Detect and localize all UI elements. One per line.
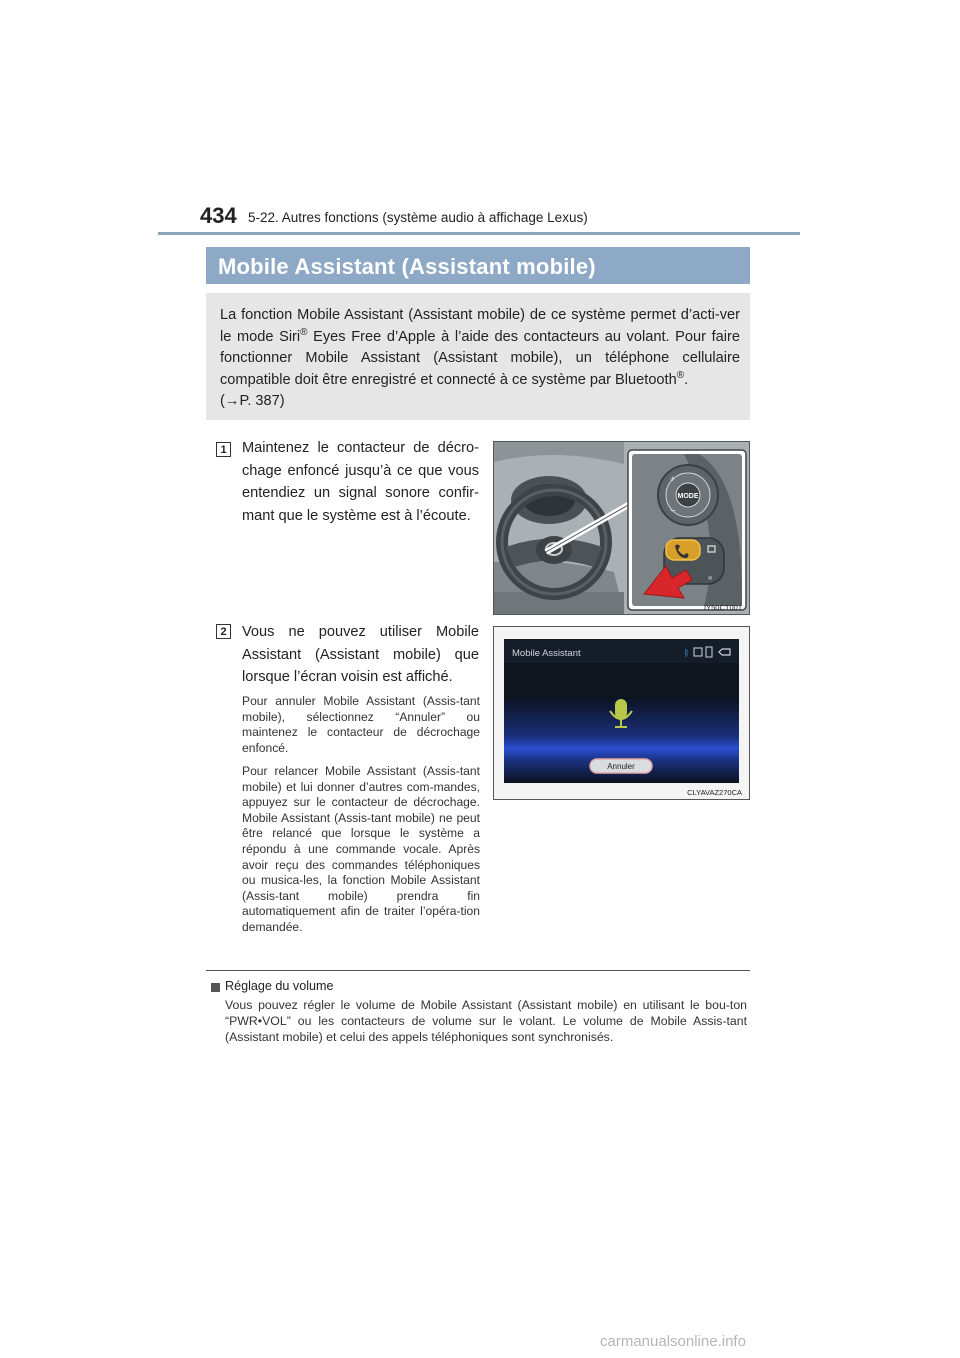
mobile-assistant-screen-figure bbox=[493, 626, 750, 800]
header-rule bbox=[158, 232, 800, 235]
figure-2-code: CLYAVAZ270CA bbox=[687, 788, 742, 797]
chapter-title: 5-22. Autres fonctions (système audio à affichage Lexus) bbox=[248, 210, 588, 225]
cancel-button[interactable] bbox=[590, 759, 652, 773]
intro-text-part3: . bbox=[684, 371, 689, 388]
figure-1-code: IY50CT001 bbox=[704, 603, 742, 612]
svg-text:+: + bbox=[670, 474, 676, 484]
page-reference[interactable]: P. 387 bbox=[239, 393, 280, 410]
mode-button-label: MODE bbox=[677, 493, 699, 500]
cancel-button-label: Annuler bbox=[607, 762, 635, 771]
step-2-text: Vous ne pouvez utiliser Mobile Assistant (Assistant mobile) que lorsque l’écran voisin est affiché. bbox=[242, 624, 479, 685]
svg-text:«: « bbox=[708, 573, 713, 582]
step-2-badge: 2 bbox=[216, 624, 231, 639]
step-1-badge: 1 bbox=[216, 442, 231, 457]
watermark: carmanualsonline.info bbox=[600, 1333, 746, 1350]
note-cancel: Pour annuler Mobile Assistant (Assis-tant mobile), sélectionnez “Annuler” ou maintenez le contacteur de décrochage enfoncé. bbox=[242, 694, 480, 755]
intro-text-part2: Eyes Free d’Apple à l’aide des contacteurs au volant. Pour faire fonctionner Mobile Assistant (Assistant mobile), un téléphone cellulaire compatible doit être enregistré et connecté à ce système par Bluetooth bbox=[220, 328, 740, 388]
step-1-text: Maintenez le contacteur de décro-chage enfoncé jusqu’à ce que vous entendiez un signal sonore confir-mant que le système est à l’écoute. bbox=[242, 440, 479, 524]
svg-text:−: − bbox=[670, 506, 676, 517]
volume-text: Vous pouvez régler le volume de Mobile Assistant (Assistant mobile) en utilisant le bou-ton “PWR•VOL” ou les contacteurs de volume sur le volant. Le volume de Mobile Assis-tant (Assistant mobile) et celui des appels téléphoniques sont synchronisés. bbox=[225, 998, 747, 1044]
heading-square-icon bbox=[211, 983, 220, 992]
steering-wheel-figure bbox=[493, 441, 750, 615]
registered-mark: ® bbox=[676, 369, 685, 381]
steering-wheel-illustration bbox=[494, 442, 749, 614]
screen-title: Mobile Assistant bbox=[512, 648, 581, 659]
registered-mark: ® bbox=[300, 326, 308, 338]
intro-text: La fonction Mobile Assistant (Assistant mobile) de ce système permet d’acti-ver le mode Siri® Eyes Free d’Apple à l’aide des contacteurs au volant. Pour faire fonctionner Mobile Assistant (Assistant mobile), un téléphone cellulaire compatible doit être enregistré et connecté à ce système par Bluetooth®. (→P. 387) bbox=[220, 307, 740, 410]
section-divider bbox=[206, 970, 750, 971]
section-title: Mobile Assistant (Assistant mobile) bbox=[218, 254, 596, 279]
reference-arrow: → bbox=[224, 393, 240, 410]
page-number: 434 bbox=[200, 203, 237, 228]
volume-heading: Réglage du volume bbox=[225, 979, 334, 993]
mobile-assistant-screen bbox=[494, 627, 749, 799]
bluetooth-icon: ᛒ bbox=[684, 649, 690, 659]
intro-text-part1: La fonction Mobile Assistant (Assistant mobile) de ce système permet d’acti-ver le mode Siri bbox=[220, 307, 740, 345]
note-restart: Pour relancer Mobile Assistant (Assis-tant mobile) et lui donner d’autres com-mandes, appuyez sur le contacteur de décrochage. Mobile Assistant (Assis-tant mobile) ne peut être relancé que lorsque le système a répondu à une commande vocale. Après avoir reçu des commandes téléphoniques ou musica-les, la fonction Mobile Assistant (Assis-tant mobile) prendra fin automatiquement afin de traiter l’opéra-tion demandée. bbox=[242, 764, 480, 934]
